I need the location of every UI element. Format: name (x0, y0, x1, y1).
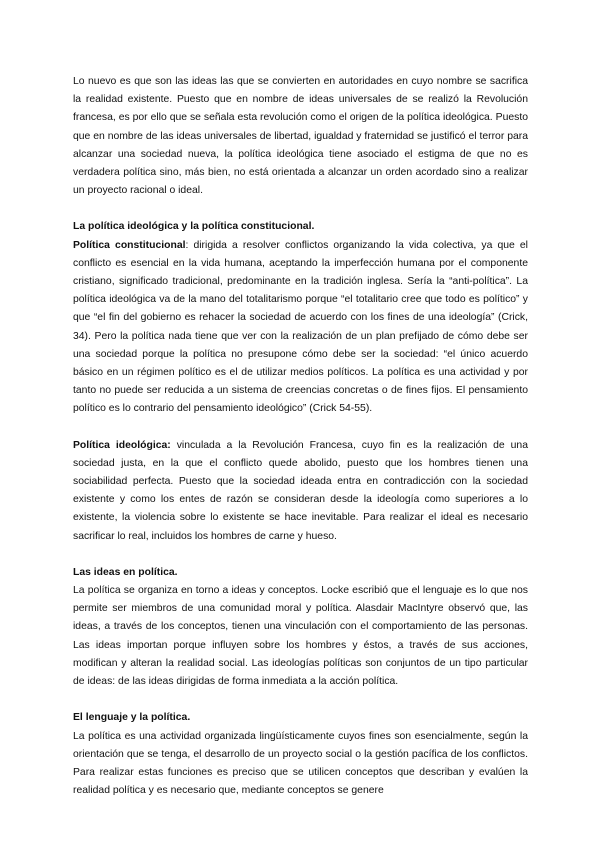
intro-paragraph: Lo nuevo es que son las ideas las que se convierten en autoridades en cuyo nombre se sacrifica la realidad existente. Puesto que en nombre de ideas universales de se realizó la Revolución francesa, es por ello que se señala esta revolución como el origen de la política ideológica. Puesto que en nombre de las ideas universales de libertad, igualdad y fraternidad se justificó el terror para alcanzar una sociedad nueva, la política ideológica tiene asociado el estigma de que no es verdadera política sino, más bien, no está orientada a alcanzar un orden acordado sino a realizar un proyecto racional o ideal. (73, 76, 528, 197)
lenguaje-paragraph: La política es una actividad organizada lingüísticamente cuyos fines son esencialmente, según la orientación que se tenga, el desarrollo de un proyecto social o la gestión pacífica de los conflictos. Para realizar estas funciones es preciso que se utilicen conceptos que describan y evalúen la realidad política y es necesario que, mediante conceptos se genere (73, 730, 528, 797)
constitutional-paragraph (73, 237, 528, 419)
section-heading-ideologica-constitucional: La política ideológica y la política constitucional. (73, 221, 315, 233)
term-politica-constitucional: Política constitucional (73, 239, 186, 251)
section-heading-lenguaje: El lenguaje y la política. (73, 712, 191, 724)
ideas-paragraph: La política se organiza en torno a ideas y conceptos. Locke escribió que el lenguaje es lo que nos permite ser miembros de una comunidad moral y política. Alasdair MacIntyre observó que, las ideas, a través de los conceptos, tienen una vinculación con el comportamiento de las personas. Las ideas importan porque influyen sobre los hombres y éstos, a través de sus acciones, modifican y alteran la realidad social. Las ideologías políticas son conjuntos de un tipo particular de ideas: de las ideas dirigidas de forma inmediata a la acción política. (73, 585, 528, 688)
constitutional-body: : dirigida a resolver conflictos organizando la vida colectiva, ya que el conflicto es esencial en la vida humana, aceptando la imperfección humana por el componente cristiano, significado tradicional, predominante en la tradición inglesa. Sería la “anti-política”. La política ideológica va de la mano del totalitarismo porque “el totalitario cree que todo es político” y que “el fin del gobierno es rehacer la sociedad de acuerdo con los fines de una ideología” (Crick, 34). Pero la política nada tiene que ver con la realización de un plan prefijado de cómo debe ser una sociedad porque la política no presupone cómo debe ser la sociedad: “el único acuerdo básico en un régimen político es el de utilizar medios políticos. La política es una actividad y por tanto no puede ser reducida a un sistema de creencias concretas o de fines fijos. El pensamiento político es lo contrario del pensamiento ideológico” (Crick 54-55). (73, 239, 528, 415)
ideological-paragraph (73, 437, 528, 546)
ideological-body: vinculada a la Revolución Francesa, cuyo fin es la realización de una sociedad justa, en la que el conflicto quede abolido, puesto que los hombres tienen una sociabilidad perfecta. Puesto que la sociedad ideada entra en contradicción con la sociedad existente y como los entes de razón se consideran desde la ideología como superiores a lo existente, la violencia sobre lo existente se hace inevitable. Para realizar el ideal es necesario sacrificar lo real, incluidos los hombres de carne y hueso. (73, 439, 528, 542)
section-heading-ideas: Las ideas en política. (73, 566, 178, 578)
term-politica-ideologica: Política ideológica: (73, 439, 171, 451)
